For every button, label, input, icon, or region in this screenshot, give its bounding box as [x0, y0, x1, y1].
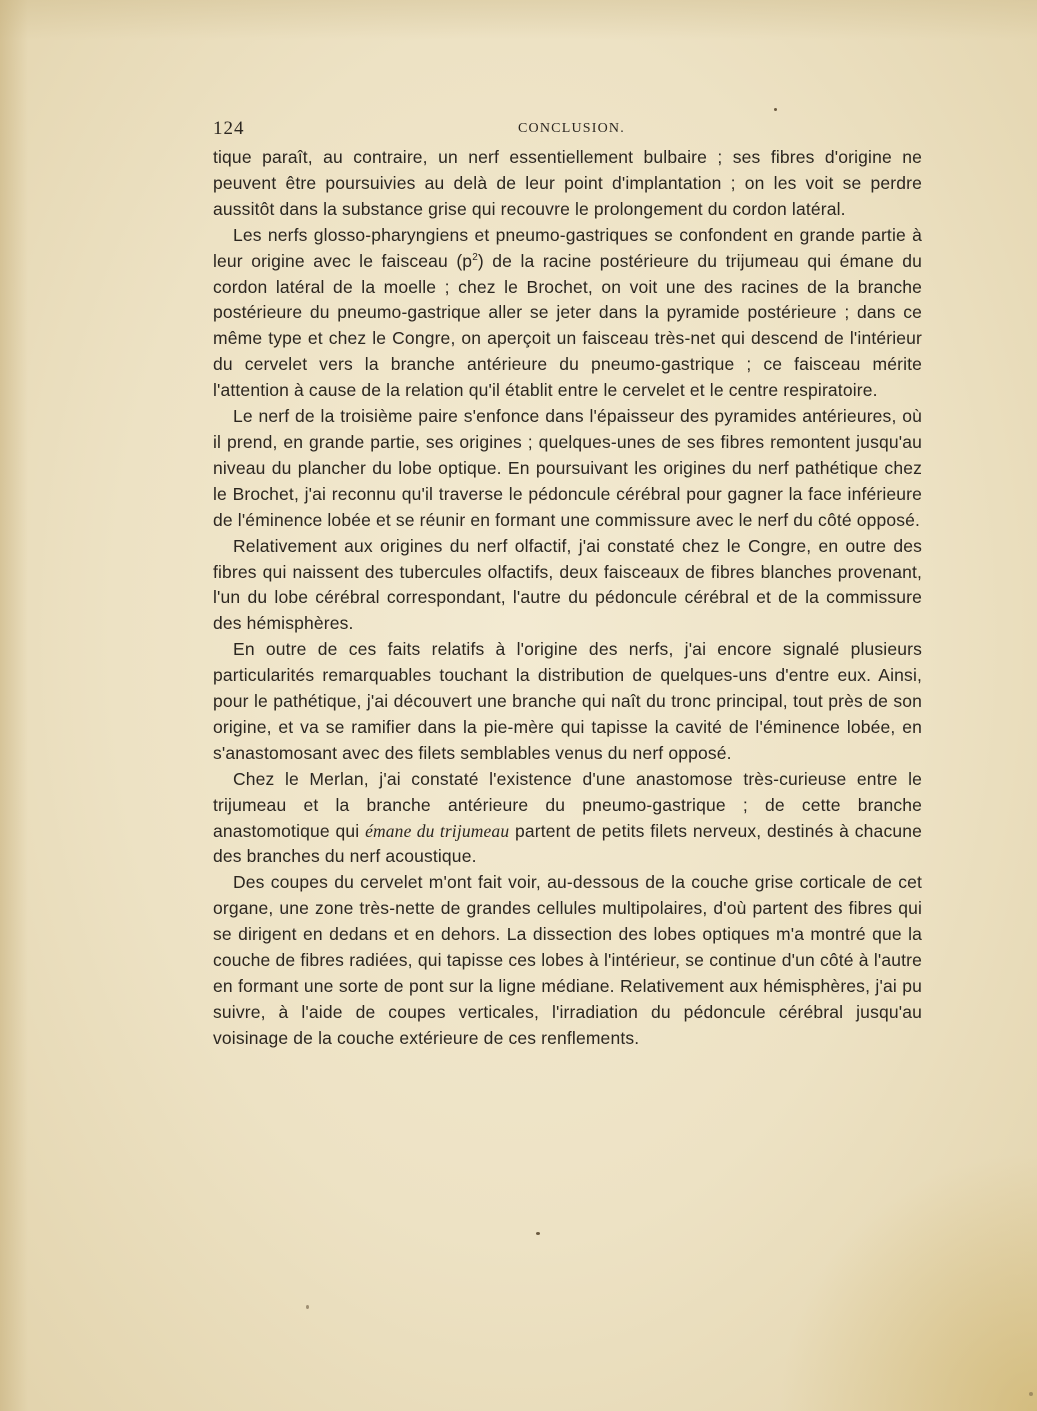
paragraph-2-text-start: Les nerfs glosso-pharyngiens et pneumo-gastriques se confondent en grande partie à leur origine avec le faisceau (p	[213, 224, 922, 271]
page-header	[213, 118, 923, 142]
paragraph-4: Relativement aux origines du nerf olfactif, j'ai constaté chez le Congre, en outre des fibres qui naissent des tubercules olfactifs, deux faisceaux de fibres blanches provenant, l'un du lobe cérébral correspondant, l'autre du pédoncule cérébral et de la commissure des hémisphères.	[213, 535, 922, 634]
paper-speck	[536, 1232, 540, 1235]
page-number: 124	[213, 118, 245, 139]
page-stain-bottom-right	[777, 1151, 1037, 1411]
body-text	[213, 145, 922, 1052]
paragraph-6-italic: émane du trijumeau	[365, 820, 510, 841]
page-edge-shadow-left	[0, 0, 28, 1411]
page-edge-shadow-top	[0, 0, 1037, 40]
paper-speck	[774, 108, 777, 111]
paragraph-2-superscript: 2	[472, 251, 478, 263]
paragraph-3: Le nerf de la troisième paire s'enfonce dans l'épaisseur des pyramides antérieures, où il prend, en grande partie, ses origines ; quelques-unes de ses fibres remontent jusqu'au niveau du plancher du lobe optique. En poursuivant les origines du nerf pathétique chez le Brochet, j'ai reconnu qu'il traverse le pédoncule cérébral pour gagner la face inférieure de l'éminence lobée et se réunir en formant une commissure avec le nerf du côté opposé.	[213, 406, 922, 530]
paragraph-2-text-end: ) de la racine postérieure du trijumeau qui émane du cordon latéral de la moelle ; chez le Brochet, on voit une des racines de la branche postérieure du pneumo-gastrique aller se jeter dans la pyramide postérieure ; dans ce même type et chez le Congre, on aperçoit un faisceau très-net qui descend de l'intérieur du cervelet vers la branche antérieure du pneumo-gastrique ; ce faisceau mérite l'attention à cause de la relation qu'il établit entre le cervelet et le centre respiratoire.	[213, 250, 923, 401]
paragraph-6-text-end: partent de petits filets nerveux, destinés à chacune des branches du nerf acoustique.	[213, 820, 922, 867]
paragraph-5: En outre de ces faits relatifs à l'origine des nerfs, j'ai encore signalé plusieurs particularités remarquables touchant la distribution de quelques-uns d'entre eux. Ainsi, pour le pathétique, j'ai découvert une branche qui naît du tronc principal, tout près de son origine, et va se ramifier dans la pie-mère qui tapisse la cavité de l'éminence lobée, en s'anastomosant avec des filets semblables venus du nerf opposé.	[213, 639, 922, 763]
paragraph-1: tique paraît, au contraire, un nerf essentiellement bulbaire ; ses fibres d'origine ne peuvent être poursuivies au delà de leur point d'implantation ; on les voit se perdre aussitôt dans la substance grise qui recouvre le prolongement du cordon latéral.	[213, 147, 922, 219]
paper-speck	[1029, 1392, 1033, 1396]
paragraph-6	[213, 767, 922, 871]
paragraph-2	[213, 223, 922, 404]
paper-speck	[306, 1305, 309, 1309]
paragraph-7: Des coupes du cervelet m'ont fait voir, au-dessous de la couche grise corticale de cet organe, une zone très-nette de grandes cellules multipolaires, d'où partent des fibres qui se dirigent en dedans et en dehors. La dissection des lobes optiques m'a montré que la couche de fibres radiées, qui tapisse ces lobes à l'intérieur, se continue d'un côté à l'autre en formant une sorte de pont sur la ligne médiane. Relativement aux hémisphères, j'ai pu suivre, à l'aide de coupes verticales, l'irradiation du pédoncule cérébral jusqu'au voisinage de la couche extérieure de ces renflements.	[213, 872, 922, 1048]
running-head: CONCLUSION.	[518, 121, 625, 136]
paragraph-6-text-start: Chez le Merlan, j'ai constaté l'existence d'une anastomose très-curieuse entre le trijumeau et la branche antérieure du pneumo-gastrique ; de cette branche anastomotique qui	[213, 768, 922, 841]
